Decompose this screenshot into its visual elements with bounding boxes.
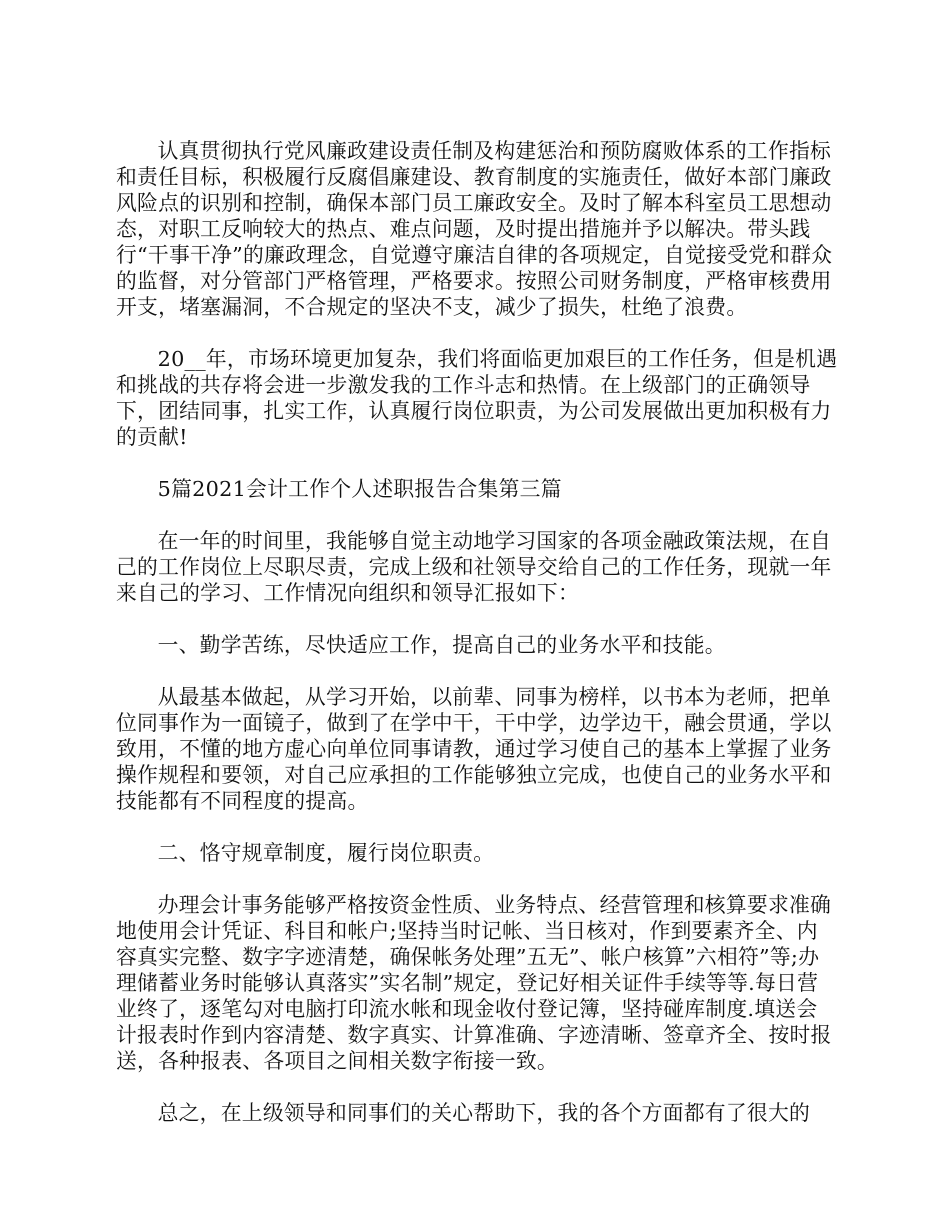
- paragraph-summary: 总之，在上级领导和同事们的关心帮助下，我的各个方面都有了很大的: [157, 1101, 811, 1125]
- section-title: 5篇2021会计工作个人述职报告合集第三篇: [157, 477, 562, 501]
- heading-rules: 二、恪守规章制度，履行岗位职责。: [157, 841, 495, 865]
- paragraph-accounting: 办理会计事务能够严格按资金性质、业务特点、经营管理和核算要求准确地使用会计凭证、科目和帐户;坚持当时记帐、当日核对，作到要素齐全、内容真实完整、数字字迹清楚，确保帐务处理”五无”、帐户核算”六相符”等;办理储蓄业务时能够认真落实”实名制”规定，登记好相关证件手续等等.每日营业终了，逐笔勾对电脑打印流水帐和现金收付登记簿，坚持碰库制度.填送会计报表时作到内容清楚、数字真实、计算准确、字迹清晰、签章齐全、按时报送，各种报表、各项目之间相关数字衔接一致。: [116, 893, 832, 1073]
- heading-study: 一、勤学苦练，尽快适应工作，提高自己的业务水平和技能。: [157, 633, 726, 657]
- document-body: [116, 138, 838, 1152]
- paragraph-intro: 在一年的时间里，我能够自觉主动地学习国家的各项金融政策法规，在自己的工作岗位上尽职尽责，完成上级和社领导交给自己的工作任务，现就一年来自己的学习、工作情况向组织和领导汇报如下：: [116, 529, 832, 605]
- paragraph-study: 从最基本做起，从学习开始，以前辈、同事为榜样，以书本为老师，把单位同事作为一面镜子，做到了在学中干，干中学，边学边干，融会贯通，学以致用，不懂的地方虚心向单位同事请教，通过学习使自己的基本上掌握了业务操作规程和要领，对自己应承担的工作能够独立完成，也使自己的业务水平和技能都有不同程度的提高。: [116, 685, 832, 813]
- paragraph-integrity: 认真贯彻执行党风廉政建设责任制及构建惩治和预防腐败体系的工作指标和责任目标，积极履行反腐倡廉建设、教育制度的实施责任，做好本部门廉政风险点的识别和控制，确保本部门员工廉政安全。及时了解本科室员工思想动态，对职工反响较大的热点、难点问题，及时提出措施并予以解决。带头践行“干事干净”的廉政理念，自觉遵守廉洁自律的各项规定，自觉接受党和群众的监督，对分管部门严格管理，严格要求。按照公司财务制度，严格审核费用开支，堵塞漏洞，不合规定的坚决不支，减少了损失，杜绝了浪费。: [116, 139, 833, 319]
- paragraph-outlook: 20__年，市场环境更加复杂，我们将面临更加艰巨的工作任务，但是机遇和挑战的共存将会进一步激发我的工作斗志和热情。在上级部门的正确领导下，团结同事，扎实工作，认真履行岗位职责，为公司发展做出更加积极有力的贡献!: [116, 347, 838, 449]
